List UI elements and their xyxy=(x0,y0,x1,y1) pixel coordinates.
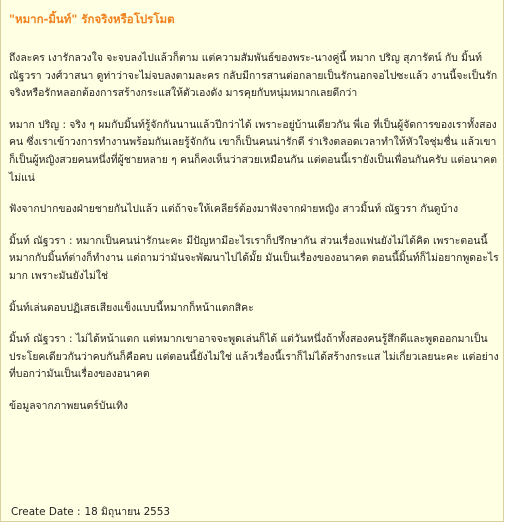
article-paragraph-transition: ฟังจากปากของฝ่ายชายกันไปแล้ว แต่ถ้าจะให้เคลียร์ต้องมาฟังจากฝ่ายหญิง สาวมิ้นท์ ณัฐวรา กันดูบ้าง xyxy=(9,203,459,216)
article-paragraph-mak-quote: หมาก ปริญ : จริง ๆ ผมกับมิ้นท์รู้จักกันนานแล้วปีกว่าได้ เพราะอยู่บ้านเดียวกัน พี่เอ ที่เป็นผู้จัดการของเราทั้งสองคน ซึ่งเราเข้าวงการทำงานพร้อมกันเลยรู้จักกัน เขาก็เป็นคนน่ารักดี ร่าเริงตลอดเวลาทำให้หัวใจชุ่มชื่น แล้วเขาก็เป็นผู้หญิงสวยคนหนึ่งที่ผู้ชายหลาย ๆ คนก็คงเห็นว่าสวยเหมือนกัน แต่ตอนนี้เรายังเป็นเพื่อนกันครับ แต่อนาคตไม่แน่ xyxy=(9,118,497,184)
article-paragraph-intro: ถึงละคร เงารักลวงใจ จะจบลงไปแล้วก็ตาม แต่ความสัมพันธ์ของพระ-นางคู่นี้ หมาก ปริญ สุภารัตน์ กับ มิ้นท์ ณัฐวรา วงศ์วาสนา ดูท่าว่าจะไม่จบลงตามละคร กลับมีการสานต่อกลายเป็นรักนอกจอไปซะแล้ว งานนี้จะเป็นรักจริงหรือรักหลอกต้องการสร้างกระแสให้ตัวเองดัง มารคุยกับหนุ่มหมากเลยดีกว่า xyxy=(9,52,498,100)
article-title: "หมาก-มิ้นท์" รักจริงหรือโปรโมต xyxy=(9,12,175,26)
article-paragraph-mint-quote-1: มิ้นท์ ณัฐวรา : หมากเป็นคนน่ารักนะคะ มีปัญหามีอะไรเราก็ปรึกษากัน ส่วนเรื่องแฟนยังไม่ได้คิด เพราะตอนนี้หมากกับมิ้นท์ต่างก็ทำงาน แต่ถามว่ามันจะพัฒนาไปได้มั้ย มันเป็นเรื่องของอนาคต ตอนนี้มิ้นท์ก็ไม่อยากพูดอะไรมาก เพราะมันยังไม่ใช่ xyxy=(9,234,499,282)
article-paragraph-mint-quote-2: มิ้นท์ ณัฐวรา : ไม่ได้หน้าแตก แต่หมากเขาอาจจะพูดเล่นก็ได้ แต่วันหนึ่งถ้าทั้งสองคนรู้สึกดีและพูดออกมาเป็นประโยคเดียวกันว่าคบกันก็คือคบ แต่ตอนนี้ยังไม่ใช่ แล้วเรื่องนี้เราก็ไม่ได้สร้างกระแส ไม่เกี่ยวเลยนะคะ แต่อย่างที่บอกว่ามันเป็นเรื่องของอนาคต xyxy=(9,333,499,381)
article-paragraph-question: มิ้นท์เล่นตอบปฏิเสธเสียงแข็งแบบนี้หมากก็หน้าแตกสิคะ xyxy=(9,301,254,314)
create-date-label: Create Date : xyxy=(11,506,81,518)
create-date xyxy=(11,503,174,520)
article-paragraph-source: ข้อมูลจากภาพยนตร์บันเทิง xyxy=(9,399,129,412)
create-date-value: 18 มิถุนายน 2553 xyxy=(84,506,171,518)
article-body xyxy=(9,50,499,430)
